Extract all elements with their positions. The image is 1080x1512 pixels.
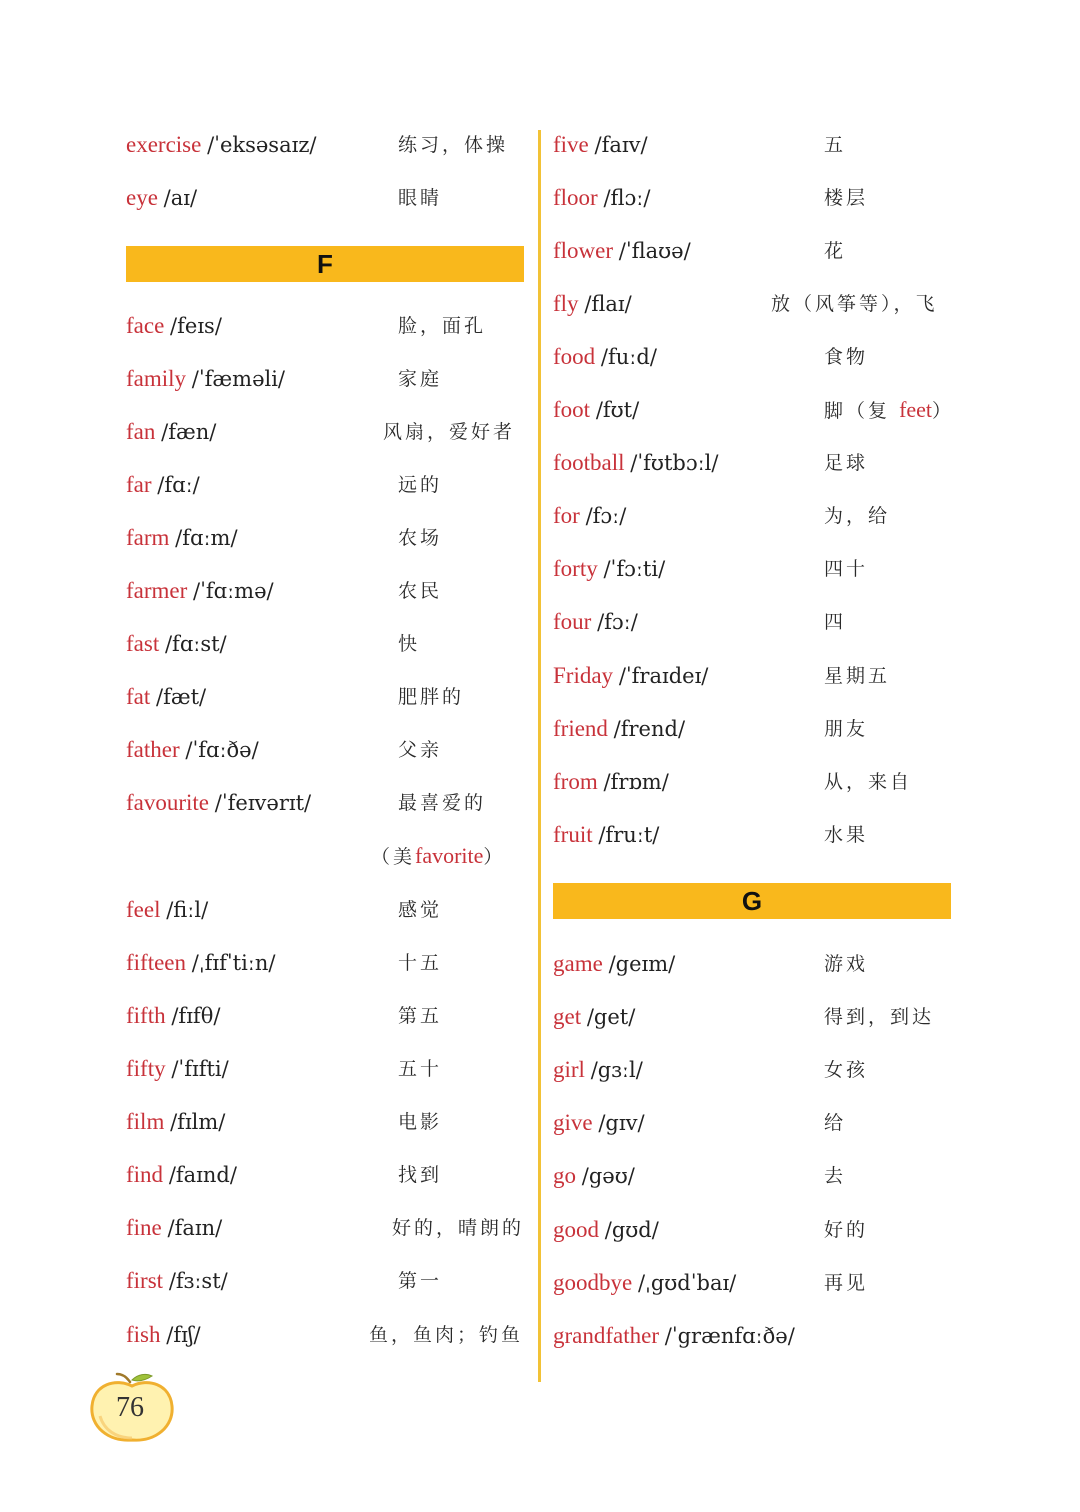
entry-meaning <box>824 390 954 431</box>
entry-meaning: 感觉 <box>398 899 443 921</box>
entry-ipa: /ˈgrænfɑːðə/ <box>664 1324 795 1348</box>
entry-meaning: 五十 <box>398 1058 443 1080</box>
entry-meaning: 最喜爱的 <box>398 792 487 814</box>
entry-meaning: 花 <box>824 240 847 262</box>
entry-ipa: /get/ <box>586 1005 636 1029</box>
entry-ipa: /ˈfæməli/ <box>191 367 286 391</box>
entry-meaning: 为，给 <box>824 505 891 527</box>
entry-feel <box>126 890 526 930</box>
entry-give <box>553 1103 953 1143</box>
entry-eye <box>126 178 526 218</box>
entry-meaning: 楼层 <box>824 187 869 209</box>
entry-ipa: /fɪlm/ <box>170 1110 226 1134</box>
entry-fast <box>126 624 526 664</box>
entry-meaning: 星期五 <box>824 665 891 687</box>
entry-ipa: /fɑː/ <box>157 473 200 497</box>
entry-meaning: 肥胖的 <box>398 686 465 708</box>
entry-ipa: /fæt/ <box>156 685 207 709</box>
entry-meaning: 五 <box>824 134 847 156</box>
entry-word: go <box>553 1163 576 1188</box>
entry-fine <box>126 1208 526 1248</box>
entry-ipa: /gɪv/ <box>598 1111 645 1135</box>
entry-word: fifty <box>126 1056 166 1081</box>
entry-ipa: /faɪv/ <box>594 133 648 157</box>
entry-word: fan <box>126 419 156 444</box>
entry-meaning: 快 <box>398 633 421 655</box>
entry-meaning: 找到 <box>398 1164 443 1186</box>
entry-fifth <box>126 996 526 1036</box>
meaning-close: ） <box>932 400 955 422</box>
entry-find <box>126 1155 526 1195</box>
entry-ipa: /fɪfθ/ <box>171 1004 221 1028</box>
entry-meaning: 好的，晴朗的 <box>392 1217 525 1239</box>
entry-ipa: /ˌgʊdˈbaɪ/ <box>637 1271 737 1295</box>
entry-word: Friday <box>553 663 614 688</box>
entry-word: girl <box>553 1057 585 1082</box>
entry-favourite <box>126 783 526 823</box>
entry-word: face <box>126 313 165 338</box>
entry-meaning: 足球 <box>824 452 869 474</box>
entry-face <box>126 306 526 346</box>
entry-word: exercise <box>126 132 202 157</box>
entry-ipa: /ˈfʊtbɔːl/ <box>630 451 719 475</box>
entry-ipa: /faɪn/ <box>167 1216 223 1240</box>
entry-grandfather <box>553 1316 953 1356</box>
entry-meaning: 放（风筝等），飞 <box>771 293 938 315</box>
entry-ipa: /fɪʃ/ <box>166 1323 201 1347</box>
entry-meaning: 眼睛 <box>398 187 443 209</box>
section-header-g: G <box>553 883 951 919</box>
entry-meaning: 远的 <box>398 474 443 496</box>
entry-game <box>553 944 953 984</box>
meaning-english: feet <box>899 397 933 422</box>
entry-film <box>126 1102 526 1142</box>
entry-from <box>553 762 953 802</box>
entry-meaning: 第五 <box>398 1005 443 1027</box>
entry-ipa: /fɑːm/ <box>175 526 238 550</box>
entry-first <box>126 1261 526 1301</box>
entry-word: four <box>553 609 592 634</box>
entry-meaning: 得到，到达 <box>824 1006 935 1028</box>
entry-word: grandfather <box>553 1323 659 1348</box>
entry-meaning: 农民 <box>398 580 443 602</box>
entry-flower <box>553 231 953 271</box>
entry-ipa: /flɔː/ <box>603 186 651 210</box>
entry-meaning: 电影 <box>398 1111 443 1133</box>
entry-word: feel <box>126 897 161 922</box>
entry-friday <box>553 656 953 696</box>
entry-fish <box>126 1315 526 1355</box>
entry-ipa: /gɜːl/ <box>590 1058 643 1082</box>
entry-meaning: 朋友 <box>824 718 869 740</box>
entry-ipa: /ˈfɑːðə/ <box>185 738 259 762</box>
entry-exercise <box>126 125 526 165</box>
entry-ipa: /aɪ/ <box>163 186 198 210</box>
entry-meaning: 四 <box>824 611 847 633</box>
entry-ipa: /fɔː/ <box>585 504 627 528</box>
entry-forty <box>553 549 953 589</box>
note-word: favorite <box>415 843 484 868</box>
entry-word: foot <box>553 397 591 422</box>
entry-word: floor <box>553 185 598 210</box>
entry-ipa: /fɑːst/ <box>164 632 227 656</box>
entry-farmer <box>126 571 526 611</box>
entry-family <box>126 359 526 399</box>
entry-fifty <box>126 1049 526 1089</box>
entry-word: farmer <box>126 578 188 603</box>
entry-word: fruit <box>553 822 593 847</box>
entry-meaning: 鱼，鱼肉；钓鱼 <box>369 1324 524 1346</box>
entry-meaning: 练习，体操 <box>398 134 509 156</box>
entry-ipa: /geɪm/ <box>608 952 676 976</box>
entry-foot <box>553 390 953 430</box>
entry-meaning: 再见 <box>824 1272 869 1294</box>
entry-word: family <box>126 366 187 391</box>
entry-ipa: /feɪs/ <box>170 314 222 338</box>
entry-word: good <box>553 1217 599 1242</box>
entry-ipa: /fɜːst/ <box>168 1269 228 1293</box>
entry-word: fifteen <box>126 950 187 975</box>
entry-meaning: 农场 <box>398 527 443 549</box>
entry-word: food <box>553 344 596 369</box>
entry-word: five <box>553 132 589 157</box>
entry-fruit <box>553 815 953 855</box>
entry-fat <box>126 677 526 717</box>
entry-ipa: /fruːt/ <box>598 823 660 847</box>
entry-meaning <box>371 836 505 877</box>
entry-ipa: /frɒm/ <box>603 770 669 794</box>
entry-ipa: /fiːl/ <box>166 898 209 922</box>
note-open: （美 <box>371 846 416 868</box>
entry-good <box>553 1210 953 1250</box>
entry-meaning: 从，来自 <box>824 771 913 793</box>
entry-meaning: 父亲 <box>398 739 443 761</box>
entry-meaning: 水果 <box>824 824 869 846</box>
entry-word: game <box>553 951 603 976</box>
entry-word: film <box>126 1109 165 1134</box>
entry-word: farm <box>126 525 170 550</box>
entry-friend <box>553 709 953 749</box>
entry-word: fish <box>126 1322 161 1347</box>
entry-ipa: /gəʊ/ <box>581 1164 635 1188</box>
entry-football <box>553 443 953 483</box>
entry-word: friend <box>553 716 608 741</box>
entry-girl <box>553 1050 953 1090</box>
entry-get <box>553 997 953 1037</box>
entry-word: eye <box>126 185 158 210</box>
entry-ipa: /frend/ <box>613 717 686 741</box>
entry-ipa: /fuːd/ <box>600 345 657 369</box>
entry-go <box>553 1156 953 1196</box>
page-number: 76 <box>116 1392 144 1423</box>
entry-word: get <box>553 1004 582 1029</box>
entry-meaning: 食物 <box>824 346 869 368</box>
entry-ipa: /gʊd/ <box>604 1218 659 1242</box>
entry-meaning: 女孩 <box>824 1059 869 1081</box>
entry-ipa: /ˈfeɪvərɪt/ <box>214 791 312 815</box>
entry-five <box>553 125 953 165</box>
entry-ipa: /ˈfɔːti/ <box>603 557 666 581</box>
entry-word: father <box>126 737 180 762</box>
entry-meaning: 去 <box>824 1165 847 1187</box>
entry-ipa: /ˈeksəsaɪz/ <box>207 133 317 157</box>
entry-word: goodbye <box>553 1270 633 1295</box>
entry-ipa: /faɪnd/ <box>168 1163 237 1187</box>
entry-ipa: /fʊt/ <box>595 398 640 422</box>
entry-farm <box>126 518 526 558</box>
entry-meaning: 四十 <box>824 558 869 580</box>
entry-far <box>126 465 526 505</box>
entry-ipa: /ˈflaʊə/ <box>618 239 691 263</box>
entry-word: for <box>553 503 580 528</box>
entry-meaning: 游戏 <box>824 953 869 975</box>
entry-favourite-note <box>126 836 526 876</box>
entry-word: fast <box>126 631 160 656</box>
entry-word: first <box>126 1268 164 1293</box>
entry-fan <box>126 412 526 452</box>
entry-meaning: 第一 <box>398 1270 443 1292</box>
column-divider <box>538 130 541 1382</box>
entry-father <box>126 730 526 770</box>
entry-ipa: /flaɪ/ <box>584 292 632 316</box>
entry-word: from <box>553 769 598 794</box>
entry-fifteen <box>126 943 526 983</box>
entry-word: football <box>553 450 625 475</box>
entry-word: flower <box>553 238 614 263</box>
entry-ipa: /ˈfraɪdeɪ/ <box>618 664 709 688</box>
entry-floor <box>553 178 953 218</box>
entry-word: fly <box>553 291 579 316</box>
entry-ipa: /ˈfɑːmə/ <box>193 579 274 603</box>
section-header-f: F <box>126 246 524 282</box>
entry-word: give <box>553 1110 593 1135</box>
entry-for <box>553 496 953 536</box>
entry-word: fine <box>126 1215 162 1240</box>
entry-meaning: 家庭 <box>398 368 443 390</box>
entry-ipa: /fɔː/ <box>597 610 638 634</box>
entry-ipa: /ˈfɪfti/ <box>171 1057 229 1081</box>
entry-ipa: /ˌfɪfˈtiːn/ <box>191 951 276 975</box>
entry-word: favourite <box>126 790 210 815</box>
meaning-text: 脚（复 <box>824 400 891 422</box>
entry-word: far <box>126 472 152 497</box>
entry-ipa: /fæn/ <box>161 420 217 444</box>
entry-fly <box>553 284 953 324</box>
entry-food <box>553 337 953 377</box>
entry-word: fifth <box>126 1003 166 1028</box>
entry-word: find <box>126 1162 164 1187</box>
entry-meaning: 脸，面孔 <box>398 315 487 337</box>
entry-word: forty <box>553 556 598 581</box>
entry-meaning: 好的 <box>824 1219 869 1241</box>
note-close: ） <box>483 846 506 868</box>
entry-goodbye <box>553 1263 953 1303</box>
entry-meaning: 给 <box>824 1112 847 1134</box>
entry-meaning: 风扇，爱好者 <box>383 421 516 443</box>
entry-four <box>553 602 953 642</box>
entry-meaning: 十五 <box>398 952 443 974</box>
entry-word: fat <box>126 684 151 709</box>
